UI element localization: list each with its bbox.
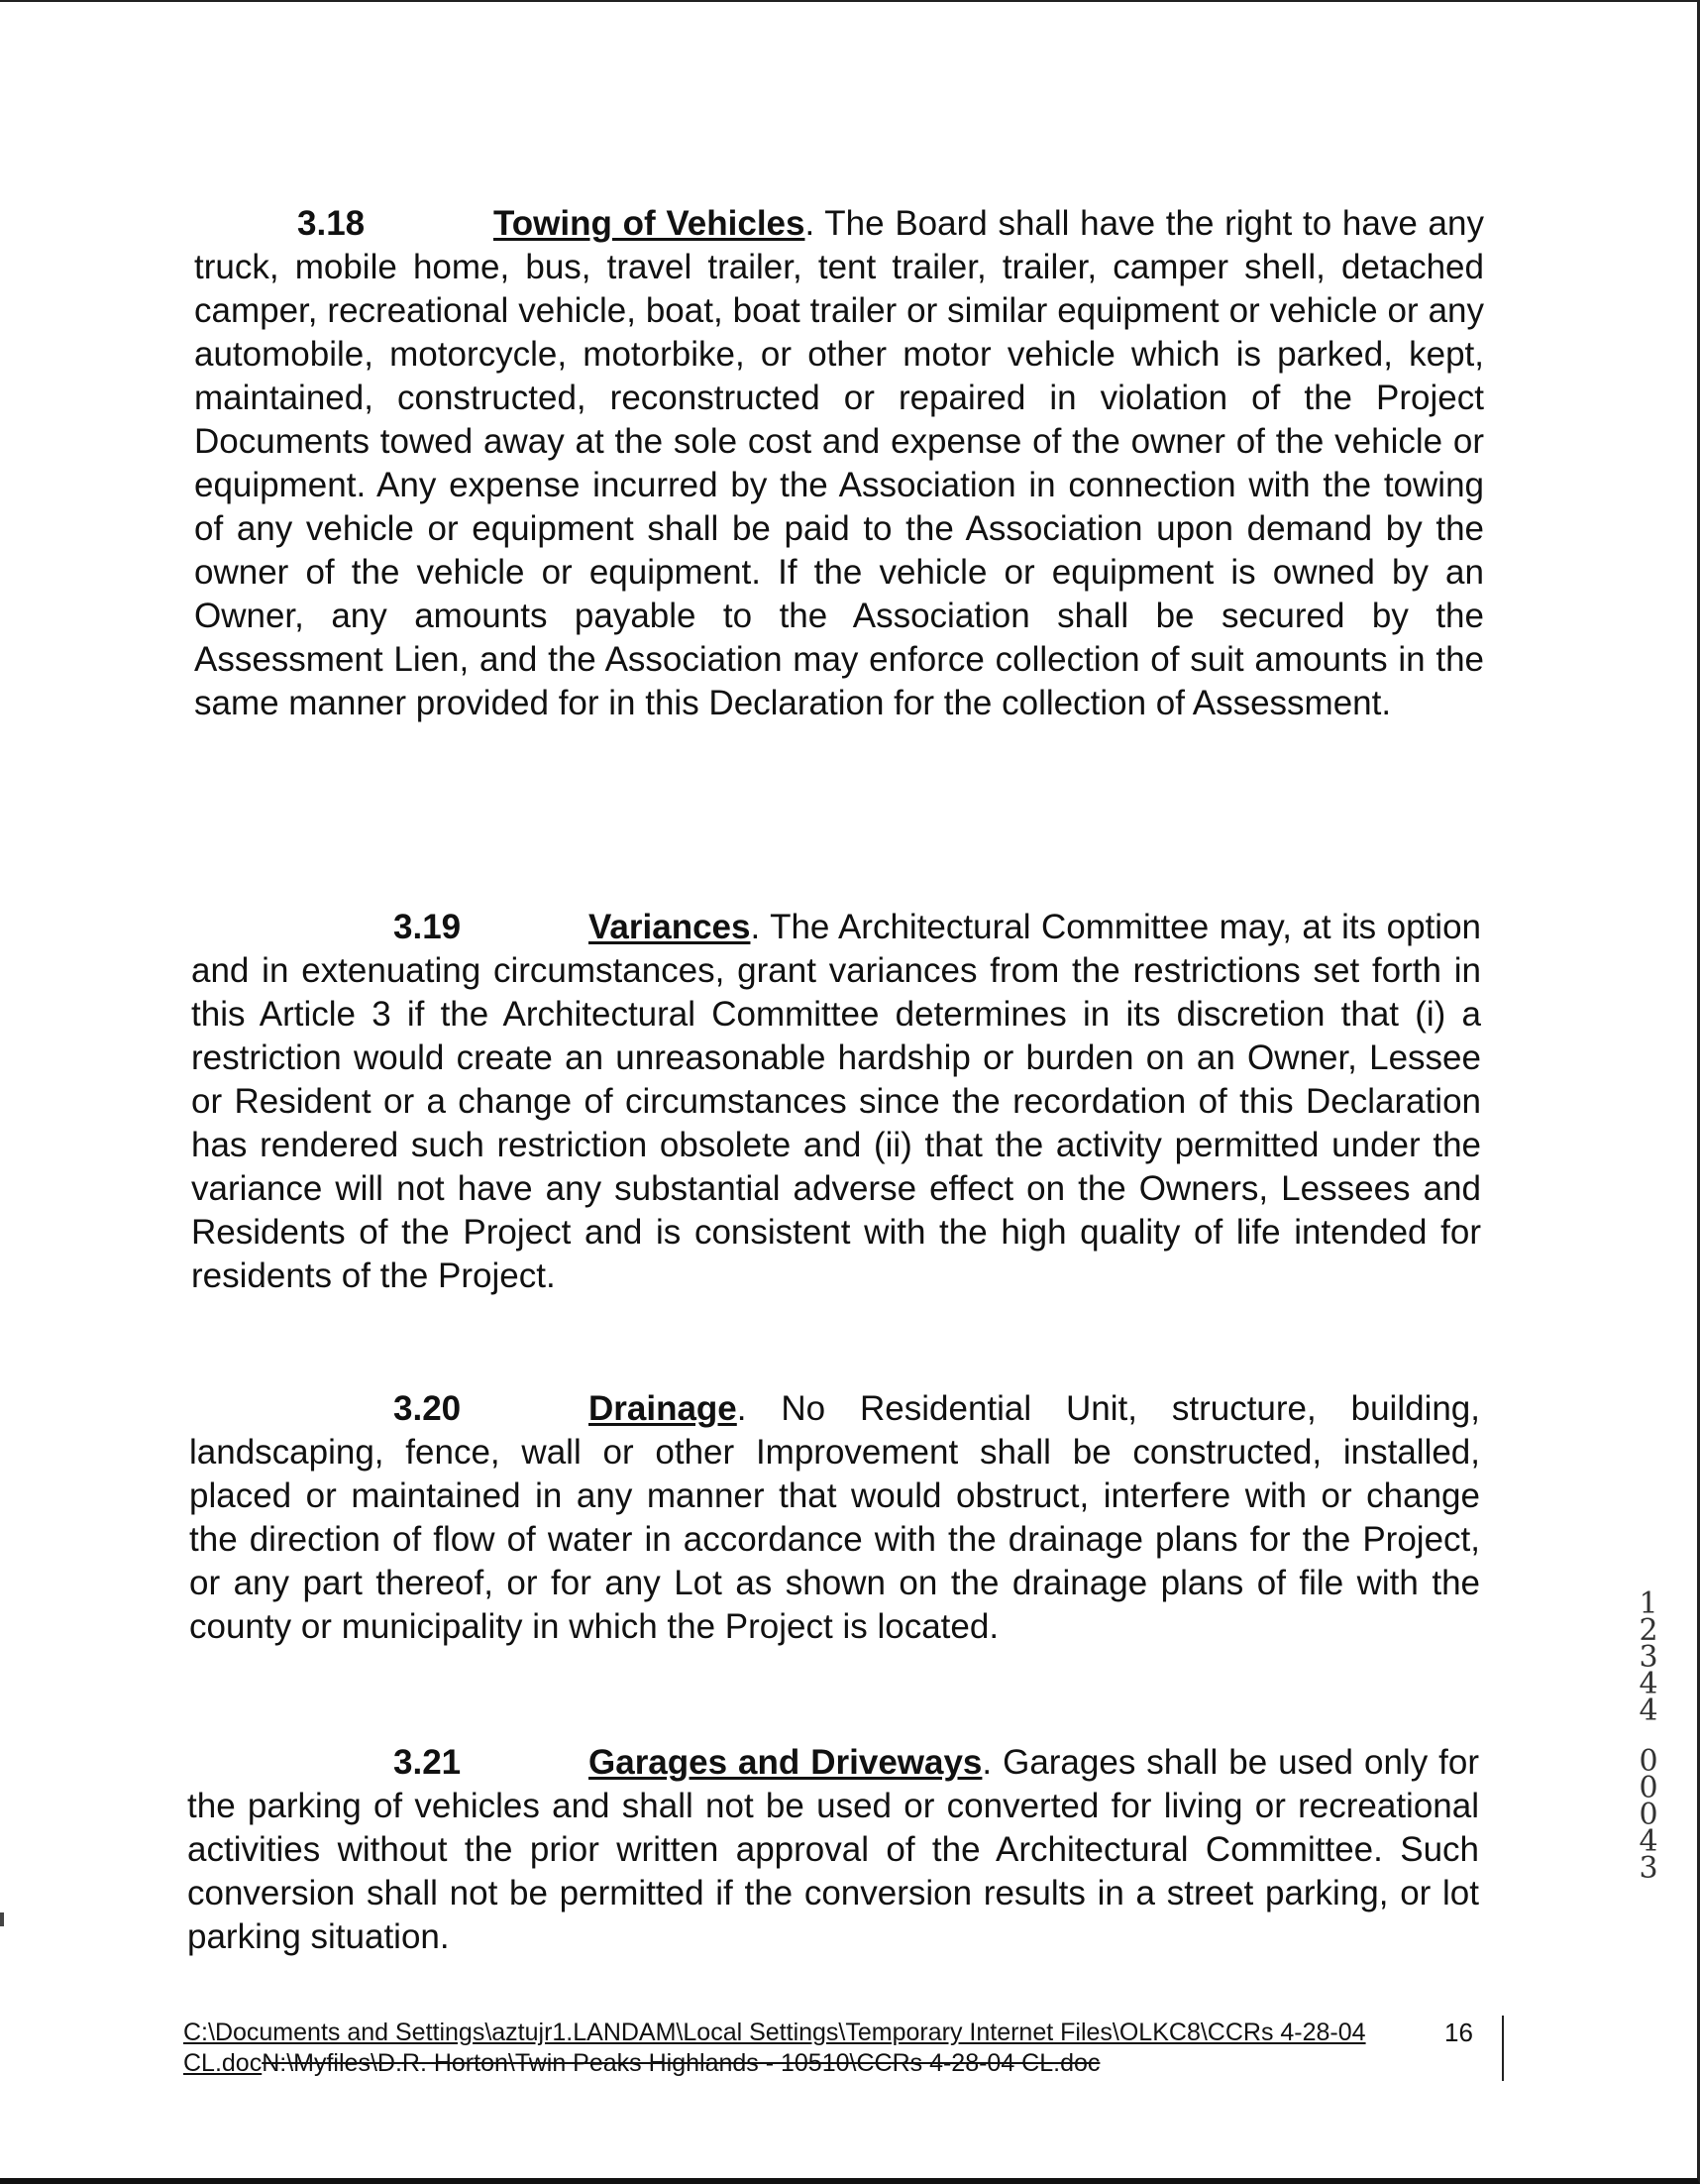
stamp-digit: 0 bbox=[1639, 1798, 1658, 1832]
stamp-digit: 1 bbox=[1639, 1586, 1658, 1621]
stamp-digit: 4 bbox=[1639, 1667, 1658, 1701]
footer-file-path bbox=[183, 2018, 1432, 2079]
stamp-digit: 4 bbox=[1639, 1693, 1658, 1728]
stamp-digit: 0 bbox=[1639, 1771, 1658, 1805]
scan-edge-mark bbox=[0, 1912, 4, 1926]
stamp-digit: 3 bbox=[1639, 1640, 1658, 1675]
stamp-line-2 bbox=[1635, 1744, 1662, 1886]
section-3-20 bbox=[189, 1387, 1480, 1649]
stamp-digit: 4 bbox=[1639, 1824, 1658, 1859]
section-3-18 bbox=[194, 202, 1484, 725]
section-title: Variances bbox=[588, 908, 751, 946]
section-number: 3.21 bbox=[393, 1743, 462, 1782]
page-number: 16 bbox=[1444, 2018, 1473, 2047]
section-title: Towing of Vehicles bbox=[493, 204, 805, 243]
stamp-digit: 2 bbox=[1639, 1613, 1658, 1648]
stamp-line-1 bbox=[1635, 1586, 1662, 1728]
section-number: 3.18 bbox=[297, 204, 366, 243]
footer-path-struck: N:\Myfiles\D.R. Horton\Twin Peaks Highlands - 10510\CCRs 4-28-04 CL.doc bbox=[262, 2049, 1101, 2077]
stamp-digit: 0 bbox=[1639, 1744, 1658, 1779]
stamp-digit: 3 bbox=[1639, 1851, 1658, 1886]
section-title: Drainage bbox=[588, 1389, 737, 1428]
section-body: . No Residential Unit, structure, building, landscaping, fence, wall or other Improvement shall be constructed, installed, placed or maintained in any manner that would obstruct, interfere with or change the direction of flow of water in accordance with the drainage plans for the Project, or any part thereof, or for any Lot as shown on the drainage plans of file with the county or municipality in which the Project is located. bbox=[189, 1389, 1480, 1646]
section-title: Garages and Driveways bbox=[588, 1743, 983, 1782]
section-3-21 bbox=[187, 1741, 1479, 1959]
section-body: . The Architectural Committee may, at its option and in extenuating circumstances, grant variances from the restrictions set forth in this Article 3 if the Architectural Committee determines in its discretion that (i) a restriction would create an unreasonable hardship or burden on an Owner, Lessee or Resident or a change of circumstances since the recordation of this Declaration has rendered such restriction obsolete and (ii) that the activity permitted under the variance will not have any substantial adverse effect on the Owners, Lessees and Residents of the Project and is consistent with the high quality of life intended for residents of the Project. bbox=[191, 908, 1481, 1295]
section-body: . The Board shall have the right to have any truck, mobile home, bus, travel trailer, tent trailer, trailer, camper shell, detached camper, recreational vehicle, boat, boat trailer or similar equipment or vehicle or any automobile, motorcycle, motorbike, or other motor vehicle which is parked, kept, maintained, constructed, reconstructed or repaired in violation of the Project Documents towed away at the sole cost and expense of the owner of the vehicle or equipment. Any expense incurred by the Association in connection with the towing of any vehicle or equipment shall be paid to the Association upon demand by the owner of the vehicle or equipment. If the vehicle or equipment is owned by an Owner, any amounts payable to the Association shall be secured by the Assessment Lien, and the Association may enforce collection of suit amounts in the same manner provided for in this Declaration for the collection of Assessment. bbox=[194, 204, 1484, 722]
footer-path-current: C:\Documents and Settings\aztujr1.LANDAM\Local Settings\Temporary Internet Files\OLKC8\CCRs 4-28-04 CL.doc bbox=[183, 2019, 1366, 2077]
section-number: 3.20 bbox=[393, 1389, 462, 1428]
page-number-rule bbox=[1502, 2016, 1504, 2081]
section-3-19 bbox=[191, 906, 1481, 1298]
section-body: . Garages shall be used only for the parking of vehicles and shall not be used or converted for living or recreational activities without the prior written approval of the Architectural Committee. Such conversion shall not be permitted if the conversion results in a street parking, or lot parking situation. bbox=[187, 1743, 1479, 1956]
vertical-stamp bbox=[1635, 1586, 1662, 1886]
section-number: 3.19 bbox=[393, 908, 462, 946]
